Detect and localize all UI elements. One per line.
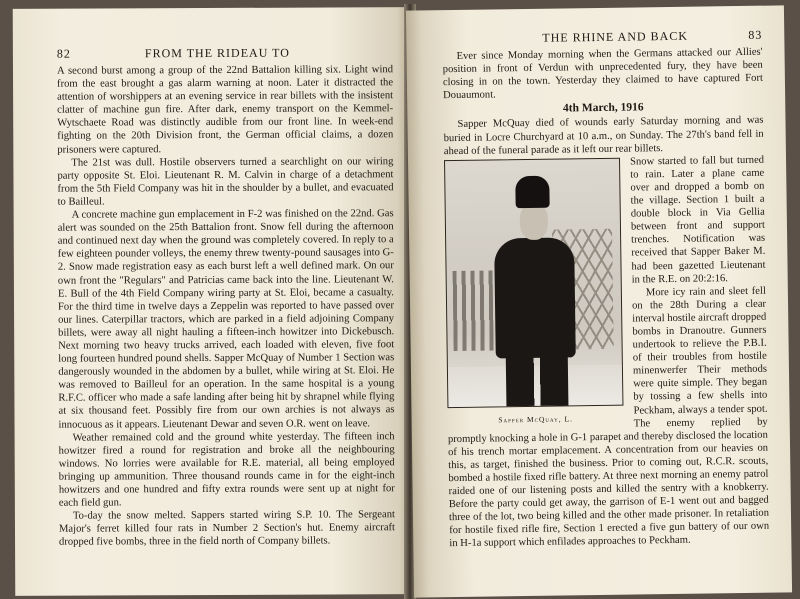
soldier-body [494,237,576,358]
photo-caption: Sapper McQuay, L. [498,414,573,425]
date-heading: 4th March, 1916 [562,101,644,115]
left-paragraph-5: To-day the snow melted. Sappers started wiring S.P. 10. The Sergeant Major's ferret killed four rats in Number 2 Section's hut. Enemy aircraft dropped five bombs, three in the field north of Company billets. [58,509,396,549]
left-paragraph-1: A second burst among a group of the 22nd Battalion killing six. Light wind from the east brought a gas alarm warning at noon. Later it distracted the attention of worshippers at an evening service in rear billets with the insistent clatter of machine gun fire. After dark, enemy transport on the Kemmel-Wytschaete Road was distinctly audible from our front line. In week-end fighting on the 20th Division front, the German official claims, a dozen prisoners were captured. [56,64,394,156]
right-running-title: THE RHINE AND BACK [542,28,689,45]
right-intro-paragraph: Ever since Monday morning when the Germans attacked our Allies' position in front of Verdun with unprecedented fury, they have been closing in on the town. Yesterday they claimed to have captured Fort Douaumont. [442,46,763,102]
portrait-photo [444,157,623,407]
left-running-head [57,45,393,64]
right-body-text [442,46,769,551]
photo-figure [444,157,624,427]
soldier-face [520,203,548,239]
left-page [13,7,412,596]
left-paragraph-3: A concrete machine gun emplacement in F-2 was finished on the 22nd. Gas alert was sounded on the 25th Battalion front. Snow fell during the afternoon and continued next day when the ground was completely covered. In reply to a few eighteen pounder volleys, the enemy threw twenty-pound sausages into G-2. Snow made registration easy as each burst left a well defined mark. On our own front the "Regulars" and Patricias came back into the line. Lieutenant W. E. Bull of the 4th Field Company wiring party at St. Eloi, became a casualty. For the third time in twelve days a Zeppelin was reported to have passed over our lines. Caterpillar tractors, which are parked in a field adjoining Company billets, were away all night hauling a fifteen-inch howitzer into Dickebusch. Next morning two heavy trucks arrived, each loaded with eleven, five foot long fourteen hundred pound shells. Sapper McQuay of Number 1 Section was dangerously wounded in the abdomen by a bullet, while wiring at St. Eloi. He was removed to Bailleul for an operation. In the same hospital is a young R.F.C. officer who made a safe landing after being hit by shrapnel while flying at six thousand feet. Possibly fire from our own archies is not always as innocuous as it appears. Lieutenant Dewar and seven O.R. went on leave. [57,208,395,431]
left-paragraph-4: Weather remained cold and the ground white yesterday. The fifteen inch howitzer fired a round for registration and broke all the neighbouring windows. No lorries were available for R.E. material, all being employed bringing up ammunition. Three thousand rounds came in for the eight-inch howitzers and one hundred and fifty extra rounds were sent up at night for each field gun. [58,430,395,509]
left-body-text [57,63,395,549]
right-page-number: 83 [748,27,763,42]
right-paragraph-sleet: More icy rain and sleet fell on the 28th During a clear interval hostile aircraft dropped bombs in Dranoutre. Gunners undertook to relieve the P.B.I. of their troubles from hostile minenwerfer Their methods were quite simple. They began by tossing a few shells into Peckham, always a tender spot. The enemy replied by promptly knocking a hole in G-1 parapet and thereby disclosed the location of his trench mortar emplacement. A concentration from our heavies on this, as target, finished the business. Prior to coming out, R.C.R. scouts, bombed a hostile fixed rifle battery. At three next morning an enemy patrol raided one of our listening posts and killed the sentry with a knobkerry. Before the party could get away, the garrison of E-1 went out and bagged three of the lot, two being killed and the other made prisoner. In retaliation for hostile fixed rifle fire, Section 1 erected a five gun battery of our own in H-1a support which enfilades approaches to Peckham. [447,285,770,550]
crowd-background [453,270,494,351]
right-page [406,5,792,597]
left-page-number: 82 [56,46,71,61]
left-paragraph-2: The 21st was dull. Hostile observers turned a searchlight on our wiring party opposite St. Eloi. Lieutenant R. M. Calvin in charge of a detachment from the 5th Field Company was hit in the shoulder by a bullet, and evacuated to Bailleul. [57,155,394,208]
right-paragraph-snow: Snow started to fall but turned to rain. Later a plane came over and dropped a bomb on the village. Section 1 built a double block in Via Gellia between front and support trenches. Notification was received that Sapper Baker M. had been gazetted Lieutenant in the R.E. on 20:2:16. [629,154,766,286]
soldier-cap [515,175,549,207]
left-running-title: FROM THE RIDEAU TO [144,45,290,61]
right-paragraph-funeral: Sapper McQuay died of wounds early Saturday morning and was buried in Locre Churchyard at 10 a.m., on Sunday. The 27th's band fell in ahead of the funeral parade as it left our rear billets. [443,115,764,157]
soldier-legs [506,354,569,408]
